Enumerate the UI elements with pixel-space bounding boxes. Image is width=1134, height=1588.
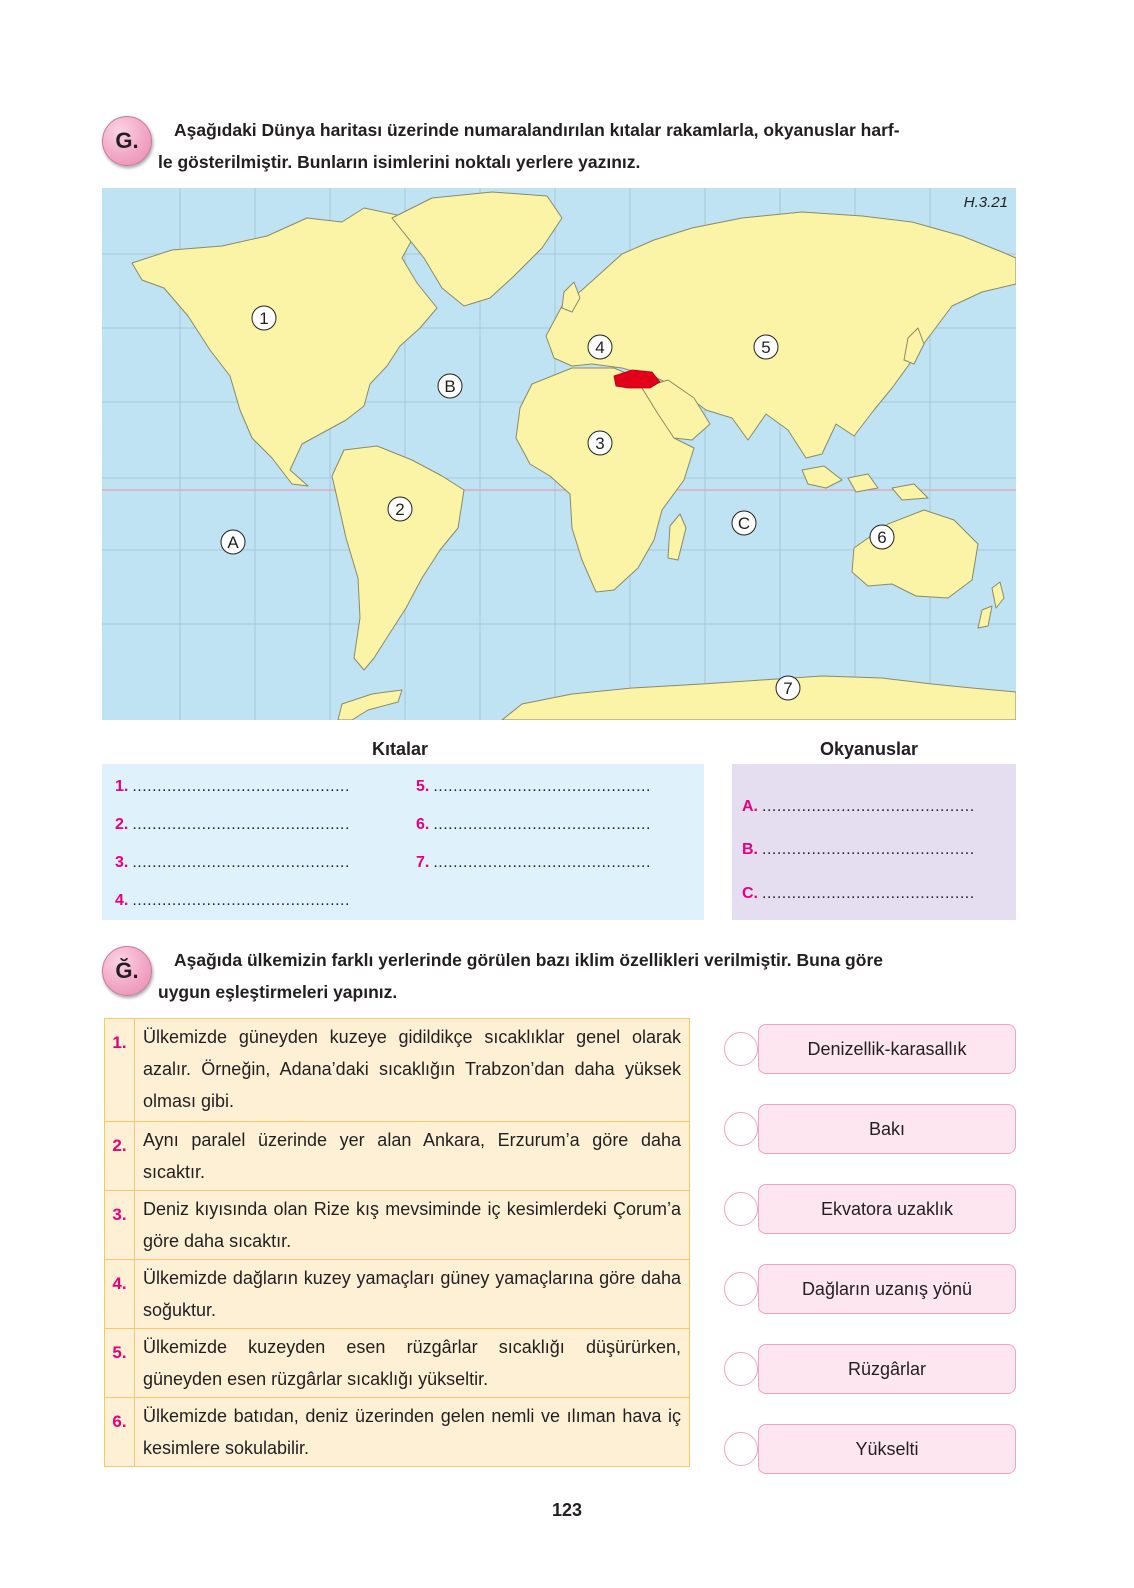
answer-circle-2[interactable] [724, 1112, 758, 1146]
marker-3 [588, 431, 612, 455]
clue-text: Ülkemizde batıdan, deniz üzerinden gelen nemli ve ılıman hava iç kesimlere sokulabilir. [143, 1406, 681, 1458]
marker-7-label: 7 [783, 679, 793, 698]
marker-4 [588, 335, 612, 359]
clue-text: Aynı paralel üzerinde yer alan Ankara, Erzurum’a göre daha sıcaktır. [143, 1130, 681, 1182]
marker-2-label: 2 [395, 500, 405, 519]
clue-number: 5. [105, 1329, 135, 1397]
marker-2 [388, 497, 412, 521]
continent-blank-6[interactable]: 6. ............................................ [416, 816, 651, 833]
answer-option-1[interactable]: Denizellik-karasallık [758, 1024, 1016, 1074]
marker-6-label: 6 [877, 528, 887, 547]
marker-6 [870, 525, 894, 549]
answer-option-5[interactable]: Rüzgârlar [758, 1344, 1016, 1394]
marker-3-label: 3 [595, 434, 605, 453]
continent-blank-4[interactable]: 4. ............................................ [115, 892, 350, 909]
continent-blank-2[interactable]: 2. ............................................ [115, 816, 350, 833]
clue-row-2 [105, 1121, 689, 1190]
clue-text: Ülkemizde dağların kuzey yamaçları güney yamaçlarına göre daha soğuktur. [143, 1268, 681, 1320]
marker-a [221, 530, 245, 554]
continent-blank-1[interactable]: 1. ............................................ [115, 778, 350, 795]
marker-4-label: 4 [595, 338, 605, 357]
marker-1 [252, 306, 276, 330]
world-map [102, 188, 1016, 720]
instruction-gh-line1: Aşağıda ülkemizin farklı yerlerinde görülen bazı iklim özellikleri verilmiştir. Buna göre [174, 950, 883, 970]
answer-circle-4[interactable] [724, 1272, 758, 1306]
marker-7 [776, 676, 800, 700]
continent-blank-5[interactable]: 5. ............................................ [416, 778, 651, 795]
answer-circle-1[interactable] [724, 1032, 758, 1066]
clue-row-3 [105, 1190, 689, 1259]
clue-number: 6. [105, 1398, 135, 1466]
clue-row-6 [105, 1397, 689, 1466]
answer-circle-6[interactable] [724, 1432, 758, 1466]
map-code: H.3.21 [963, 194, 1008, 211]
clue-number: 4. [105, 1260, 135, 1328]
ocean-blank-b[interactable]: B. ........................................... [742, 841, 975, 858]
marker-1-label: 1 [259, 309, 269, 328]
answer-option-4[interactable]: Dağların uzanış yönü [758, 1264, 1016, 1314]
marker-5-label: 5 [761, 338, 771, 357]
answer-circle-5[interactable] [724, 1352, 758, 1386]
continent-blank-3[interactable]: 3. ............................................ [115, 854, 350, 871]
clue-number: 3. [105, 1191, 135, 1259]
clue-text: Ülkemizde kuzeyden esen rüzgârlar sıcaklığı düşürürken, güneyden esen rüzgârlar sıcaklığı yükseltir. [143, 1337, 681, 1389]
marker-5 [754, 335, 778, 359]
answer-option-2[interactable]: Bakı [758, 1104, 1016, 1154]
marker-b [438, 374, 462, 398]
answer-circle-3[interactable] [724, 1192, 758, 1226]
ocean-blank-c[interactable]: C. ........................................... [742, 885, 975, 902]
marker-c-label: C [737, 514, 751, 533]
climate-clues-table [104, 1018, 690, 1467]
oceans-heading: Okyanuslar [820, 739, 919, 759]
instruction-g-line1: Aşağıdaki Dünya haritası üzerinde numaralandırılan kıtalar rakamlarla, okyanuslar harf- [174, 120, 900, 140]
continent-blank-7[interactable]: 7. ............................................ [416, 854, 651, 871]
answer-option-6[interactable]: Yükselti [758, 1424, 1016, 1474]
continents-heading: Kıtalar [372, 739, 429, 759]
clue-row-4 [105, 1259, 689, 1328]
clue-text: Deniz kıyısında olan Rize kış mevsiminde iç kesimlerdeki Çorum’a göre daha sıcaktır. [143, 1199, 681, 1251]
clue-number: 2. [105, 1122, 135, 1190]
clue-row-5 [105, 1328, 689, 1397]
world-map-drawing [102, 188, 1016, 720]
instruction-g-line2: le gösterilmiştir. Bunların isimlerini noktalı yerlere yazınız. [158, 152, 641, 172]
clue-number: 1. [105, 1019, 135, 1121]
instruction-gh-line2: uygun eşleştirmeleri yapınız. [158, 982, 398, 1002]
section-badge-gh: Ğ. [102, 946, 152, 996]
marker-c [732, 511, 756, 535]
continents-panel [102, 764, 704, 920]
answer-option-3[interactable]: Ekvatora uzaklık [758, 1184, 1016, 1234]
marker-a-label: A [227, 533, 239, 552]
clue-text: Ülkemizde güneyden kuzeye gidildikçe sıcaklıklar genel olarak azalır. Örneğin, Adana’daki sıcaklığın Trabzon’dan daha yüksek olması gibi. [143, 1027, 681, 1111]
marker-b-label: B [444, 377, 456, 396]
oceans-panel [732, 764, 1016, 920]
clue-row-1 [105, 1019, 689, 1121]
section-badge-g: G. [102, 116, 152, 166]
page-number: 123 [551, 1500, 583, 1520]
ocean-blank-a[interactable]: A. ........................................... [742, 798, 975, 815]
